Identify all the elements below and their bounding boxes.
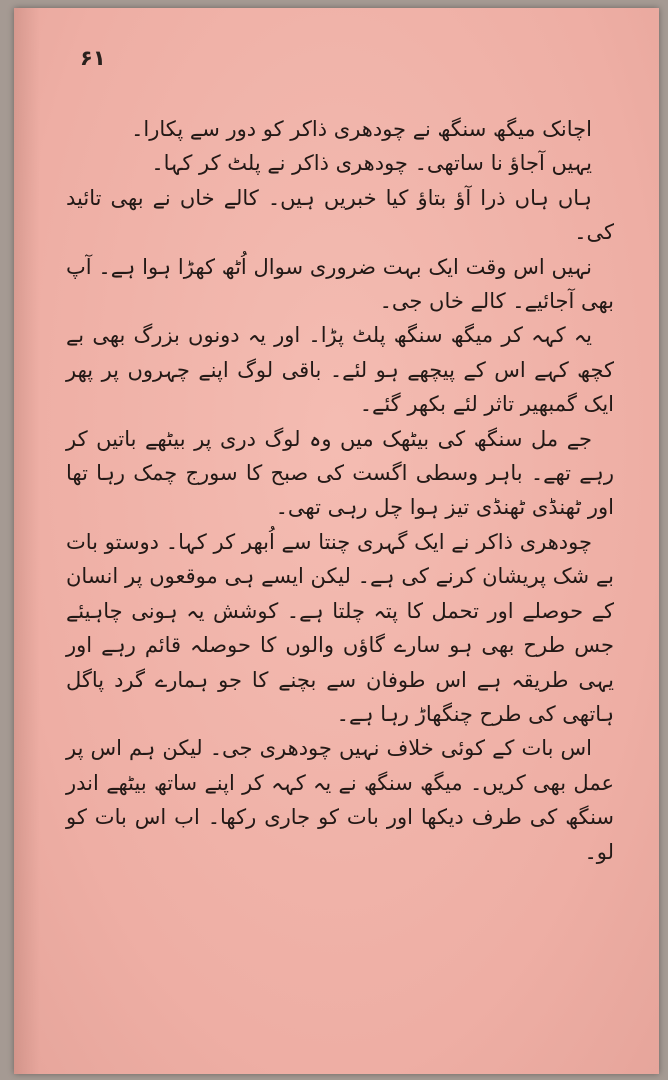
paragraph-1: اچانک میگھ سنگھ نے چودھری ذاکر کو دور سے پکارا۔ <box>131 117 592 141</box>
book-page <box>14 8 659 1074</box>
page-text <box>66 112 614 869</box>
paragraph-3: ہاں ہاں ذرا آؤ بتاؤ کیا خبریں ہیں۔ کالے خاں نے بھی تائید کی۔ <box>66 185 614 245</box>
paragraph-2: یہیں آجاؤ نا ساتھی۔ چودھری ذاکر نے پلٹ کر کہا۔ <box>151 151 592 176</box>
paragraph-6: جے مل سنگھ کی بیٹھک میں وہ لوگ دری پر بیٹھے باتیں کر رہے تھے۔ باہر وسطی اگست کی صبح کا سورج چمک رہا تھا اور ٹھنڈی ٹھنڈی تیز ہوا چل رہی تھی۔ <box>66 426 614 520</box>
page-number: ۶۱ <box>80 46 106 70</box>
paragraph-7: چودھری ذاکر نے ایک گہری چنتا سے اُبھر کر کہا۔ دوستو بات بے شک پریشان کرنے کی ہے۔ لیکن ایسے ہی موقعوں پر انسان کے حوصلے اور تحمل کا پتہ چلتا ہے۔ کوشش یہ ہونی چاہیئے جس طرح بھی ہو سارے گاؤں والوں کا حوصلہ قائم رہے اور یہی طریقہ ہے اس طوفان سے بچنے کا جو ہمارے گرد پاگل ہاتھی کی طرح چنگھاڑ رہا ہے۔ <box>66 529 614 726</box>
spine-shadow <box>14 8 40 1074</box>
paragraph-8: اس بات کے کوئی خلاف نہیں چودھری جی۔ لیکن ہم اس پر عمل بھی کریں۔ میگھ سنگھ نے یہ کہہ کر اپنے ساتھ بیٹھے اندر سنگھ کی طرف دیکھا اور بات کو جاری رکھا۔ اب اس بات کو لو۔ <box>66 736 614 864</box>
paragraph-5: یہ کہہ کر میگھ سنگھ پلٹ پڑا۔ اور یہ دونوں بزرگ بھی بے کچھ کہے اس کے پیچھے ہو لئے۔ باقی لوگ اپنے چہروں پر پھر ایک گمبھیر تاثر لئے بکھر گئے۔ <box>66 323 614 417</box>
paragraph-4: نہیں اس وقت ایک بہت ضروری سوال اُٹھ کھڑا ہوا ہے۔ آپ بھی آجائیے۔ کالے خاں جی۔ <box>66 254 614 314</box>
